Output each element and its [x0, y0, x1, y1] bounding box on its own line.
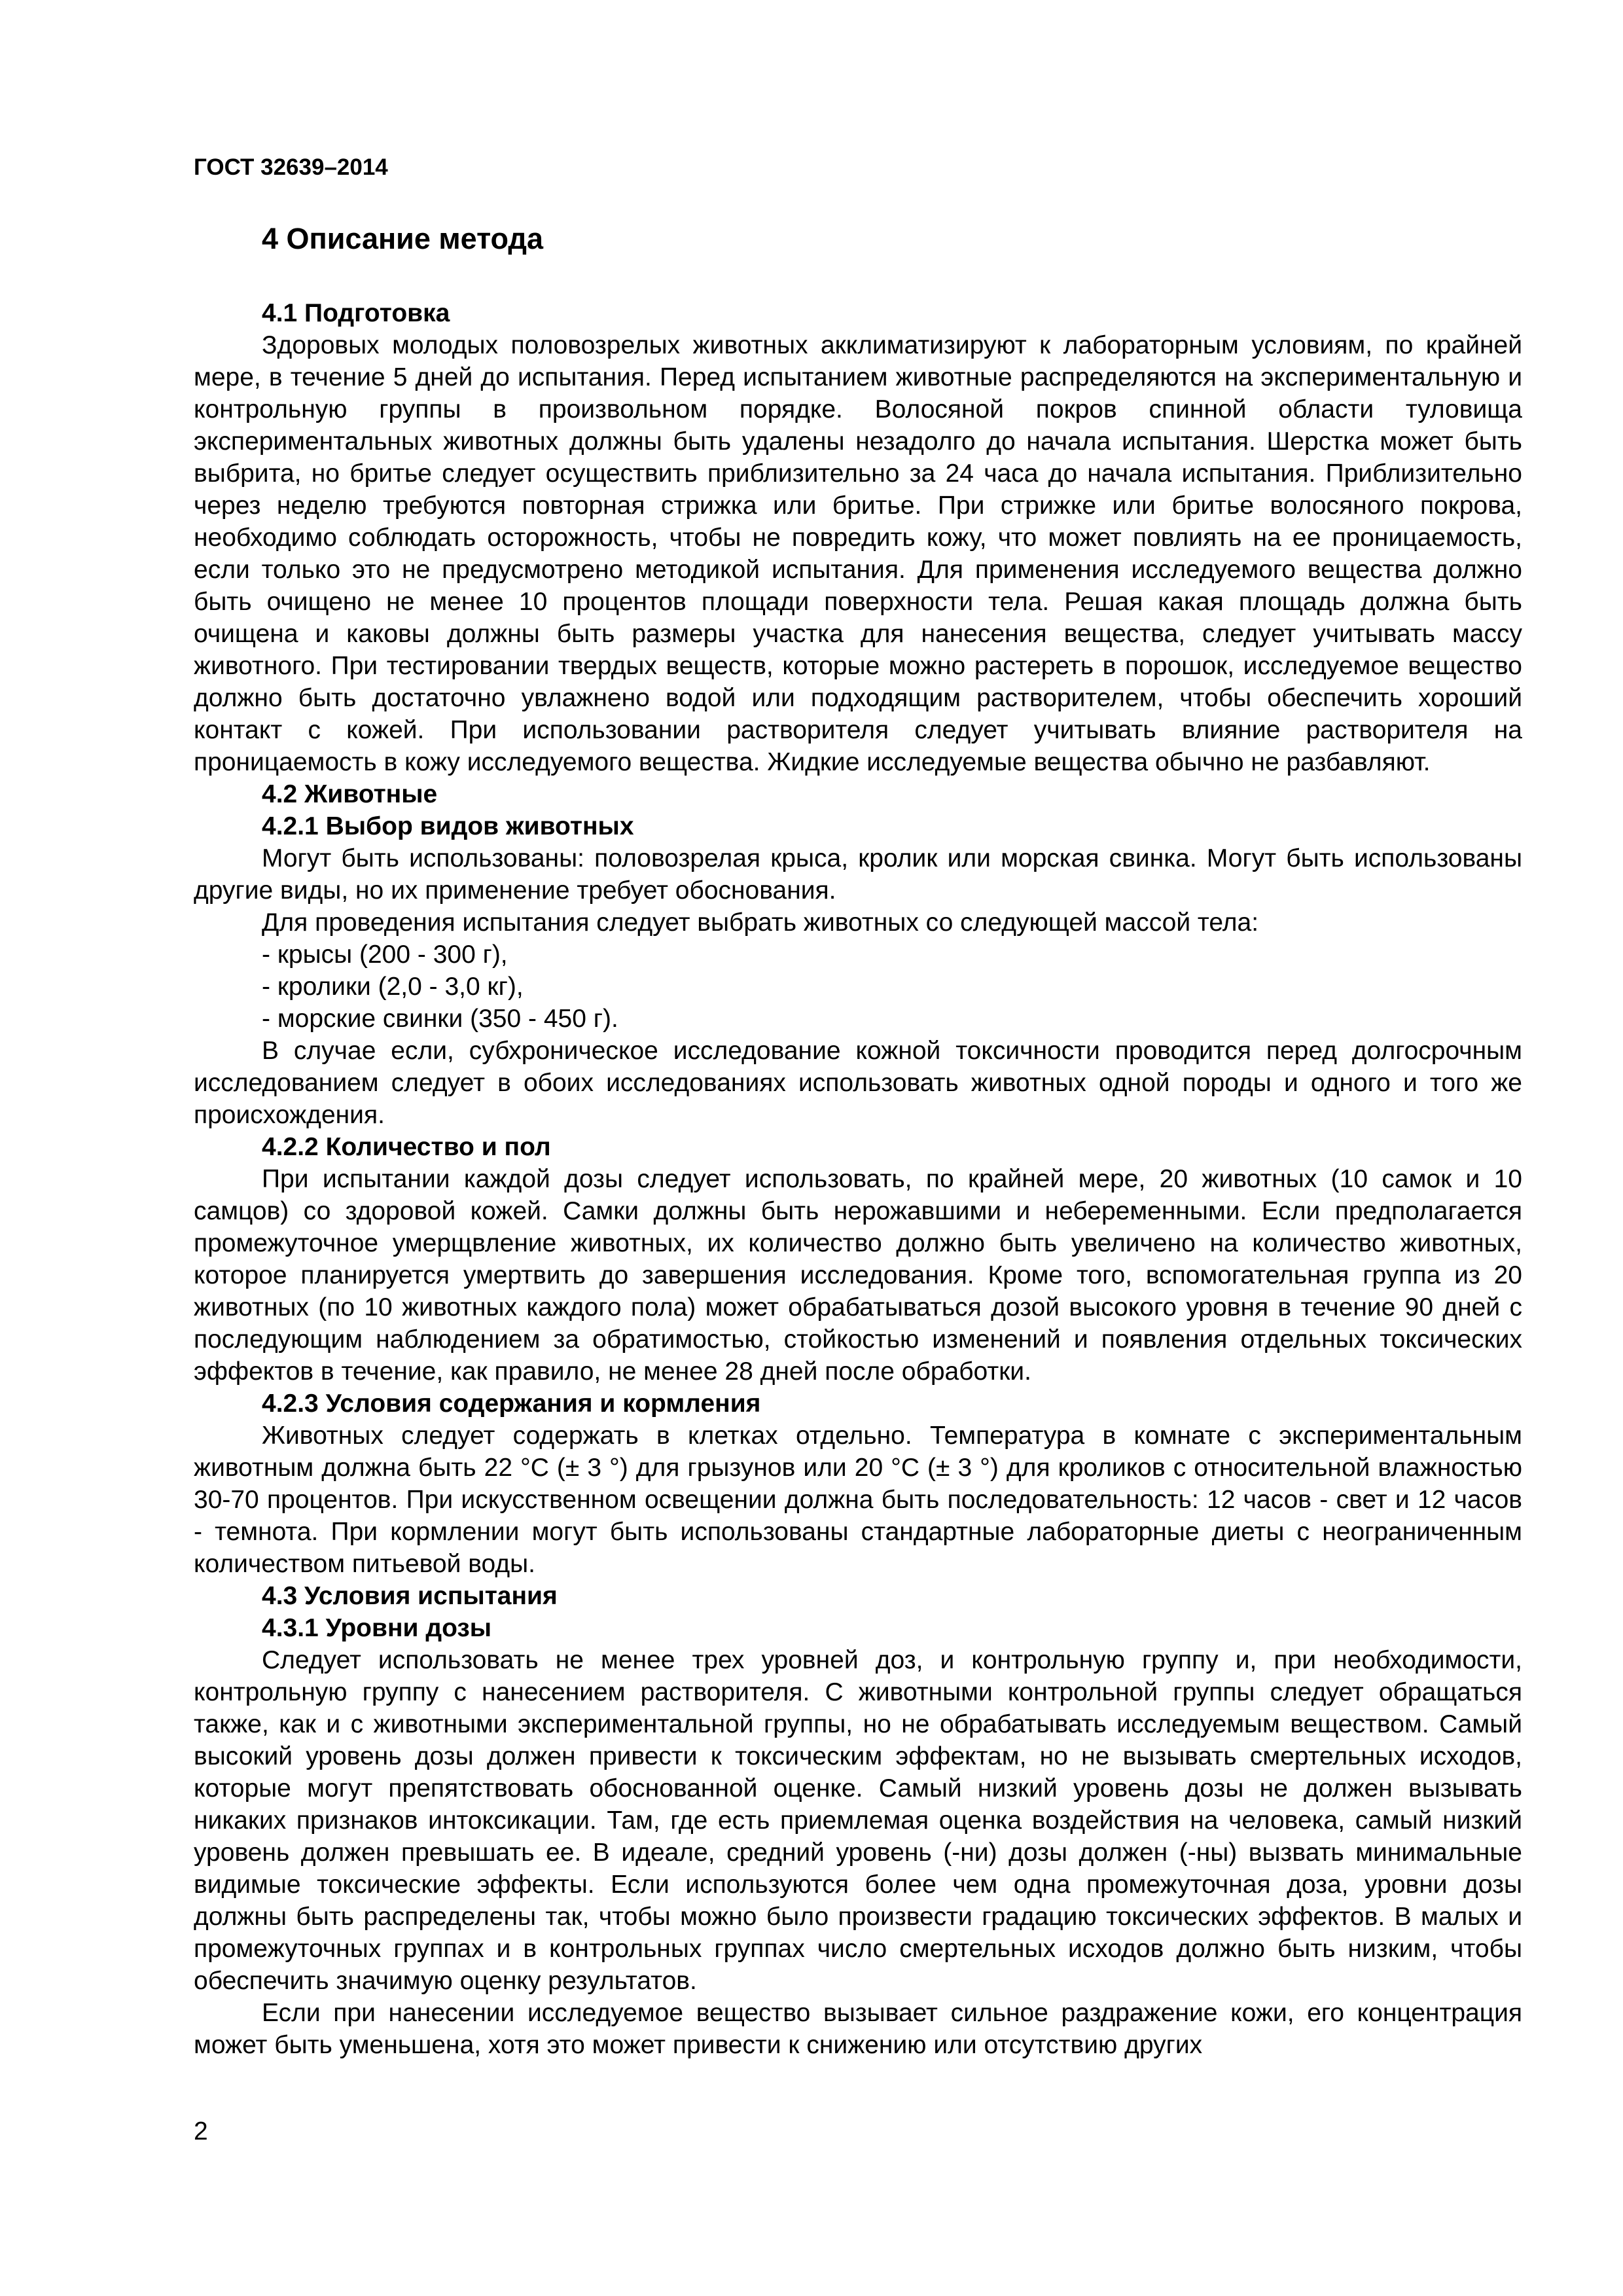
subsection-heading-4-2-1: 4.2.1 Выбор видов животных — [262, 812, 634, 840]
subsection-heading-4-3: 4.3 Условия испытания — [262, 1582, 558, 1610]
paragraph-4-2-1-b: Для проведения испытания следует выбрать животных со следующей массой тела: — [262, 908, 1259, 937]
paragraph-4-3-1-b: Если при нанесении исследуемое вещество вызывает сильное раздражение кожи, его концентрация может быть уменьшена, хотя это может привести к снижению или отсутствию других — [194, 1999, 1522, 2059]
paragraph-4-1: Здоровых молодых половозрелых животных акклиматизируют к лабораторным условиям, по крайней мере, в течение 5 дней до испытания. Перед испытанием животные распределяются на экспериментальную и контрольную группы в произвольном порядке. Волосяной покров спинной области туловища экспериментальных животных должны быть удалены незадолго до начала испытания. Шерстка может быть выбрита, но бритье следует осуществить приблизительно за 24 часа до начала испытания. Приблизительно через неделю требуются повторная стрижка или бритье. При стрижке или бритье волосяного покрова, необходимо соблюдать осторожность, чтобы не повредить кожу, что может повлиять на ее проницаемость, если только это не предусмотрено методикой испытания. Для применения исследуемого вещества должно быть очищено не менее 10 процентов площади поверхности тела. Решая какая площадь должна быть очищена и каковы должны быть размеры участка для нанесения вещества, следует учитывать массу животного. При тестировании твердых веществ, которые можно растереть в порошок, исследуемое вещество должно быть достаточно увлажнено водой или подходящим растворителем, чтобы обеспечить хороший контакт с кожей. При использовании растворителя следует учитывать влияние растворителя на проницаемость в кожу исследуемого вещества. Жидкие исследуемые вещества обычно не разбавляют. — [194, 331, 1522, 776]
paragraph-4-2-2: При испытании каждой дозы следует использовать, по крайней мере, 20 животных (10 самок и 10 самцов) со здоровой кожей. Самки должны быть нерожавшими и небеременными. Если предполагается промежуточное умерщвление животных, их количество должно быть увеличено на количество животных, которое планируется умертвить до завершения исследования. Кроме того, вспомогательная группа из 20 животных (по 10 животных каждого пола) может обрабатываться дозой высокого уровня в течение 90 дней с последующим наблюдением за обратимостью, стойкостью изменений и появления отдельных токсических эффектов в течение, как правило, не менее 28 дней после обработки. — [194, 1165, 1522, 1386]
subsection-heading-4-3-1: 4.3.1 Уровни дозы — [262, 1614, 492, 1642]
paragraph-4-2-1-a: Могут быть использованы: половозрелая крыса, кролик или морская свинка. Могут быть использованы другие виды, но их применение требует обоснования. — [194, 844, 1522, 905]
section-title: 4 Описание метода — [262, 222, 544, 255]
paragraph-4-3-1-a: Следует использовать не менее трех уровней доз, и контрольную группу и, при необходимости, контрольную группу с нанесением растворителя. С животными контрольной группы следует обращаться также, как и с животными экспериментальной группы, но не обрабатывать исследуемым веществом. Самый высокий уровень дозы должен привести к токсическим эффектам, но не вызывать смертельных исходов, которые могут препятствовать обоснованной оценке. Самый низкий уровень дозы не должен вызывать никаких признаков интоксикации. Там, где есть приемлемая оценка воздействия на человека, самый низкий уровень должен превышать ее. В идеале, средний уровень (-ни) дозы должен (-ны) вызвать минимальные видимые токсические эффекты. Если используются более чем одна промежуточная доза, уровни дозы должны быть распределены так, чтобы можно было произвести градацию токсических эффектов. В малых и промежуточных группах и в контрольных группах число смертельных исходов должно быть низким, чтобы обеспечить значимую оценку результатов. — [194, 1646, 1522, 1995]
paragraph-4-2-3: Животных следует содержать в клетках отдельно. Температура в комнате с экспериментальным животным должна быть 22 °С (± 3 °) для грызунов или 20 °С (± 3 °) для кроликов с относительной влажностью 30-70 процентов. При искусственном освещении должна быть последовательность: 12 часов - свет и 12 часов - темнота. При кормлении могут быть использованы стандартные лабораторные диеты с неограниченным количеством питьевой воды. — [194, 1422, 1522, 1578]
subsection-heading-4-2-2: 4.2.2 Количество и пол — [262, 1133, 551, 1161]
spacer — [194, 262, 1522, 297]
subsection-heading-4-2-3: 4.2.3 Условия содержания и кормления — [262, 1390, 761, 1418]
subsection-heading-4-1: 4.1 Подготовка — [262, 299, 450, 327]
document-code: ГОСТ 32639–2014 — [194, 154, 388, 180]
page-content — [194, 216, 1522, 2061]
list-item: - морские свинки (350 - 450 г). — [262, 1005, 618, 1033]
paragraph-4-2-1-c: В случае если, субхроническое исследование кожной токсичности проводится перед долгосрочным исследованием следует в обоих исследованиях использовать животных одной породы и одного и того же происхождения. — [194, 1037, 1522, 1129]
list-item: - крысы (200 - 300 г), — [262, 941, 508, 969]
page-number: 2 — [194, 2117, 208, 2145]
subsection-heading-4-2: 4.2 Животные — [262, 780, 438, 808]
list-item: - кролики (2,0 - 3,0 кг), — [262, 973, 524, 1001]
